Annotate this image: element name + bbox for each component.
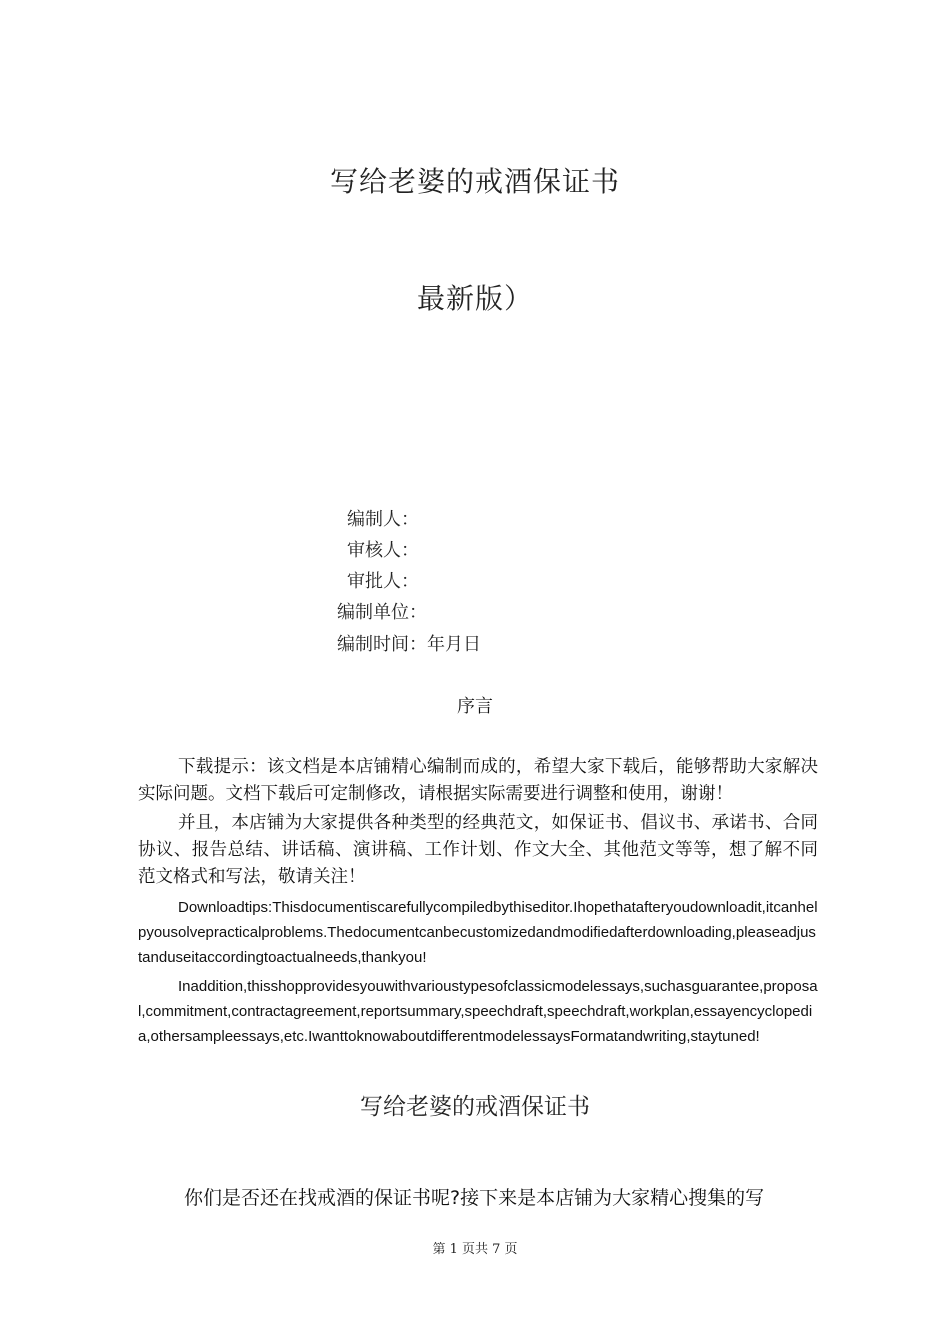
meta-reviewer: 审核人： [347,540,419,561]
preface-en-paragraph-2: Inaddition,thisshopprovidesyouwithvarioustypesofclassicmodelessays,suchasguarantee,proposal,commitment,contractagreement,reportsummary,speechdraft,speechdraft,workplan,essayencyclopedia,othersampleessays,etc.IwanttoknowaboutdifferentmodelessaysFormatandwriting,staytuned! [138,978,818,1045]
page-number: 第 1 页共 7 页 [432,1242,518,1257]
meta-unit: 编制单位： [337,602,427,623]
preface-heading: 序言 [457,696,493,717]
preface-cn-paragraph-2: 并且，本店铺为大家提供各种类型的经典范文，如保证书、倡议书、承诺书、合同协议、报告总结、讲话稿、演讲稿、工作计划、作文大全、其他范文等等，想了解不同范文格式和写法，敬请关注！ [138,813,818,887]
document-title: 写给老婆的戒酒保证书 [329,165,620,198]
meta-editor: 编制人： [347,509,419,530]
preface-en-paragraph-1: Downloadtips:Thisdocumentiscarefullycompiledbythiseditor.Ihopethatafteryoudownloadit,itcanhelpyousolvepracticalproblems.Thedocumentcanbecustomizedandmodifiedafterdownloading,pleaseadjustanduseitaccordingtoactualneeds,thankyou! [138,899,818,966]
preface-cn-paragraph-1: 下载提示：该文档是本店铺精心编制而成的，希望大家下载后，能够帮助大家解决实际问题。文档下载后可定制修改，请根据实际需要进行调整和使用，谢谢！ [138,757,818,804]
edition-label: 最新版） [416,282,533,315]
meta-date: 编制时间：年月日 [337,634,481,655]
meta-approver: 审批人： [347,571,419,592]
body-first-line: 你们是否还在找戒酒的保证书呢?接下来是本店铺为大家精心搜集的写 [184,1187,765,1209]
body-title: 写给老婆的戒酒保证书 [360,1094,590,1120]
